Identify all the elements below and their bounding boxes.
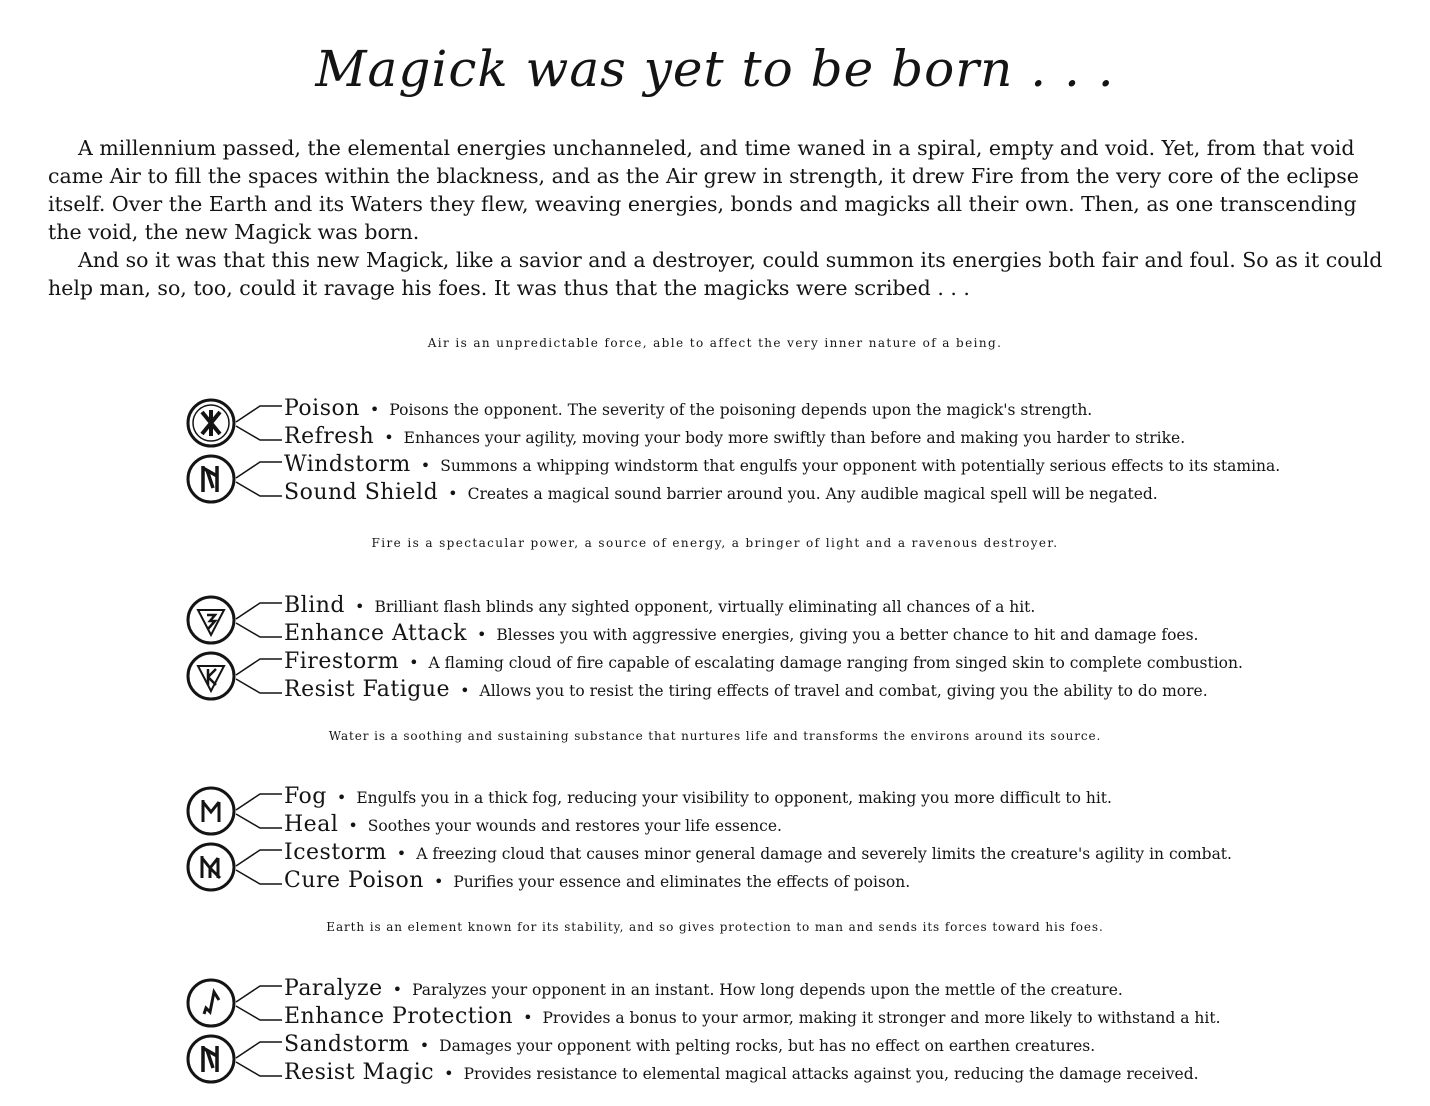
spell-name: Refresh	[284, 424, 375, 449]
spell-row: Sandstorm • Damages your opponent with pelting rocks, but has no effect on earthen creatures.	[284, 1032, 1096, 1057]
spell-name: Firestorm	[284, 649, 400, 674]
spell-name: Paralyze	[284, 976, 383, 1001]
spell-description: Enhances your agility, moving your body more swiftly than before and making you harder to strike.	[403, 429, 1186, 447]
spell-description: Brilliant flash blinds any sighted opponent, virtually eliminating all chances of a hit.	[374, 598, 1036, 616]
earth-rune-two-icon	[186, 1034, 236, 1084]
spell-row: Icestorm • A freezing cloud that causes minor general damage and severely limits the creature's agility in combat.	[284, 840, 1232, 865]
spell-row: Poison • Poisons the opponent. The severity of the poisoning depends upon the magick's strength.	[284, 396, 1093, 421]
spell-row: Blind • Brilliant flash blinds any sighted opponent, virtually eliminating all chances of a hit.	[284, 593, 1036, 618]
spell-name: Cure Poison	[284, 868, 424, 893]
spell-name: Blind	[284, 593, 345, 618]
air-rune-two-icon	[186, 454, 236, 504]
spell-description: Engulfs you in a thick fog, reducing your visibility to opponent, making you more difficult to hit.	[356, 789, 1112, 807]
spell-row: Fog • Engulfs you in a thick fog, reducing your visibility to opponent, making you more difficult to hit.	[284, 784, 1112, 809]
water-rune-two-icon	[186, 842, 236, 892]
bracket-lines	[234, 784, 284, 896]
spell-row: Resist Fatigue • Allows you to resist the tiring effects of travel and combat, giving you the ability to do more.	[284, 677, 1208, 702]
spell-description: Paralyzes your opponent in an instant. How long depends upon the mettle of the creature.	[412, 981, 1123, 999]
bracket-lines	[234, 396, 284, 508]
spell-description: A freezing cloud that causes minor general damage and severely limits the creature's agility in combat.	[416, 845, 1232, 863]
air-rune-one-icon	[186, 398, 236, 448]
bracket-lines	[234, 593, 284, 705]
spell-name: Icestorm	[284, 840, 387, 865]
spell-description: Allows you to resist the tiring effects of travel and combat, giving you the ability to do more.	[479, 682, 1208, 700]
spell-name: Fog	[284, 784, 327, 809]
spell-row: Firestorm • A flaming cloud of fire capable of escalating damage ranging from singed skin to complete combustion.	[284, 649, 1243, 674]
earth-rune-one-icon	[186, 978, 236, 1028]
water-rune-one-icon	[186, 786, 236, 836]
spell-description: Poisons the opponent. The severity of the poisoning depends upon the magick's strength.	[389, 401, 1093, 419]
spell-description: Provides resistance to elemental magical attacks against you, reducing the damage received.	[463, 1065, 1199, 1083]
spell-description: Damages your opponent with pelting rocks, but has no effect on earthen creatures.	[439, 1037, 1096, 1055]
spell-name: Windstorm	[284, 452, 411, 477]
spell-name: Heal	[284, 812, 339, 837]
bracket-lines	[234, 976, 284, 1088]
spell-name: Resist Magic	[284, 1060, 435, 1085]
fire-rune-two-icon	[186, 651, 236, 701]
spell-description: Soothes your wounds and restores your life essence.	[367, 817, 782, 835]
spell-name: Sound Shield	[284, 480, 439, 505]
fire-rune-one-icon	[186, 595, 236, 645]
page-title: Magick was yet to be born . . .	[315, 40, 1115, 98]
intro-paragraph: A millennium passed, the elemental energies unchanneled, and time waned in a spiral, empty and void. Yet, from that void came Air to fill the spaces within the blackness, and as the Air grew in strength, it drew Fire from the very core of the eclipse itself. Over the Earth and its Waters they flew, weaving energies, bonds and magicks all their own. Then, as one transcending the void, the new Magick was born.	[48, 136, 1359, 244]
section-heading-earth: Earth is an element known for its stability, and so gives protection to man and sends its forces toward his foes.	[326, 920, 1104, 934]
intro-paragraph: And so it was that this new Magick, like a savior and a destroyer, could summon its energies both fair and foul. So as it could help man, so, too, could it ravage his foes. It was thus that the magicks were scribed . . .	[48, 248, 1383, 300]
section-heading-fire: Fire is a spectacular power, a source of energy, a bringer of light and a ravenous destroyer.	[371, 536, 1059, 550]
spell-description: Summons a whipping windstorm that engulfs your opponent with potentially serious effects to its stamina.	[440, 457, 1281, 475]
spell-row: Refresh • Enhances your agility, moving your body more swiftly than before and making you harder to strike.	[284, 424, 1186, 449]
spell-row: Resist Magic • Provides resistance to elemental magical attacks against you, reducing the damage received.	[284, 1060, 1199, 1085]
spell-row: Enhance Attack • Blesses you with aggressive energies, giving you a better chance to hit and damage foes.	[284, 621, 1199, 646]
spell-description: Blesses you with aggressive energies, giving you a better chance to hit and damage foes.	[496, 626, 1199, 644]
spell-row: Enhance Protection • Provides a bonus to your armor, making it stronger and more likely to withstand a hit.	[284, 1004, 1221, 1029]
spell-name: Resist Fatigue	[284, 677, 451, 702]
spell-name: Sandstorm	[284, 1032, 410, 1057]
spell-row: Heal • Soothes your wounds and restores your life essence.	[284, 812, 782, 837]
spell-row: Paralyze • Paralyzes your opponent in an instant. How long depends upon the mettle of the creature.	[284, 976, 1123, 1001]
spell-row: Windstorm • Summons a whipping windstorm that engulfs your opponent with potentially serious effects to its stamina.	[284, 452, 1281, 477]
spell-name: Enhance Attack	[284, 621, 467, 646]
spell-description: Provides a bonus to your armor, making it stronger and more likely to withstand a hit.	[542, 1009, 1221, 1027]
spell-description: Purifies your essence and eliminates the effects of poison.	[453, 873, 911, 891]
spell-name: Enhance Protection	[284, 1004, 514, 1029]
spell-name: Poison	[284, 396, 360, 421]
spell-description: A flaming cloud of fire capable of escalating damage ranging from singed skin to complete combustion.	[428, 654, 1243, 672]
spell-description: Creates a magical sound barrier around you. Any audible magical spell will be negated.	[467, 485, 1158, 503]
spell-row: Cure Poison • Purifies your essence and eliminates the effects of poison.	[284, 868, 911, 893]
section-heading-water: Water is a soothing and sustaining substance that nurtures life and transforms the environs around its source.	[328, 729, 1102, 743]
spell-row: Sound Shield • Creates a magical sound barrier around you. Any audible magical spell will be negated.	[284, 480, 1158, 505]
section-heading-air: Air is an unpredictable force, able to affect the very inner nature of a being.	[427, 336, 1003, 350]
intro-text	[48, 134, 1388, 302]
